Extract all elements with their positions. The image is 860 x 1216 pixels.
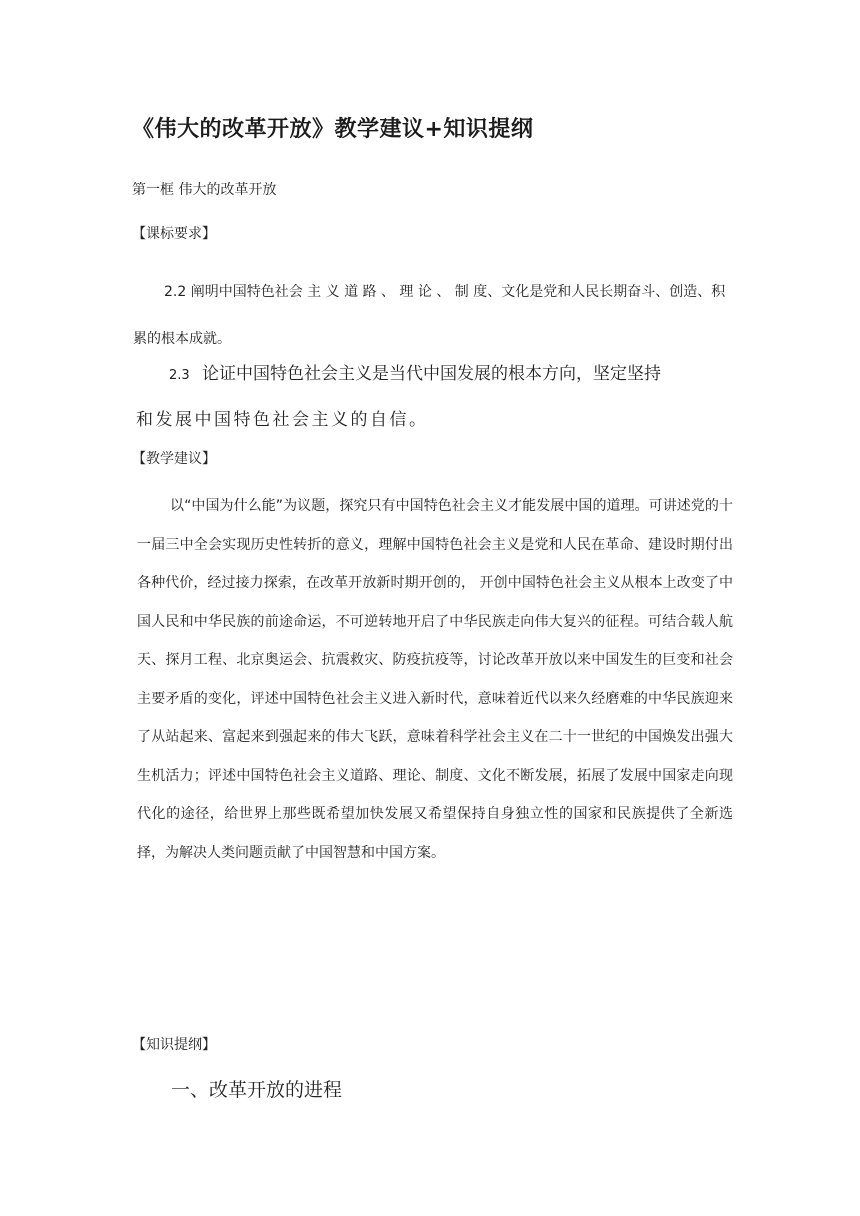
section-subtitle: 第一框 伟大的改革开放 <box>132 182 277 198</box>
standard-2-3-line-2: 和发展中国特色社会主义的自信。 <box>136 410 429 430</box>
advice-heading: 【教学建议】 <box>132 451 216 467</box>
standard-2-3-number: 2.3 <box>169 368 190 383</box>
advice-paragraph <box>137 487 733 872</box>
outline-item-1: 一、改革开放的进程 <box>171 1079 343 1101</box>
standard-2-2 <box>133 269 733 363</box>
outline-heading: 【知识提纲】 <box>132 1037 216 1053</box>
standard-2-3 <box>136 352 736 442</box>
standards-heading: 【课标要求】 <box>132 226 216 242</box>
standard-2-3-line-1-text: 论证中国特色社会主义是当代中国发展的根本方向，坚定坚持 <box>202 364 661 384</box>
standard-2-3-line-1 <box>136 352 736 398</box>
document-title: 《伟大的改革开放》教学建议+知识提纲 <box>132 117 534 142</box>
standard-2-2-text: 2.2 阐明中国特色社会 主 义 道 路 、 理 论 、 制 度、文化是党和人民长期奋斗、创造、积累的根本成就。 <box>133 284 726 347</box>
advice-text: 以“中国为什么能”为议题，探究只有中国特色社会主义才能发展中国的道理。可讲述党的十一届三中全会实现历史性转折的意义，理解中国特色社会主义是党和人民在革命、建设时期付出各种代价，经过接力探索，在改革开放新时期开创的， 开创中国特色社会主义从根本上改变了中国人民和中华民族的前途命运，不可逆转地开启了中华民族走向伟大复兴的征程。可结合载人航天、探月工程、北京奥运会、抗震救灾、防疫抗疫等，讨论改革开放以来中国发生的巨变和社会主要矛盾的变化，评述中国特色社会主义进入新时代，意味着近代以来久经磨难的中华民族迎来了从站起来、富起来到强起来的伟大飞跃，意味着科学社会主义在二十一世纪的中国焕发出强大生机活力；评述中国特色社会主义道路、理论、制度、文化不断发展，拓展了发展中国家走向现代化的途径，给世界上那些既希望加快发展又希望保持自身独立性的国家和民族提供了全新选择，为解决人类问题贡献了中国智慧和中国方案。 <box>137 498 733 861</box>
